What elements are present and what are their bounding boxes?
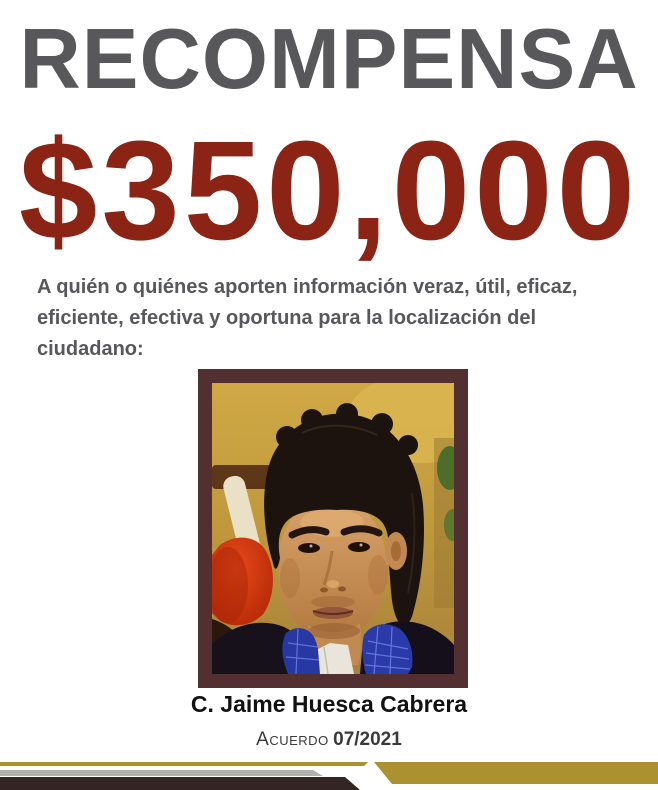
description-line-2: eficiente, efectiva y oportuna para la localización del xyxy=(37,307,537,329)
bottom-brown-stripe xyxy=(0,777,360,790)
reward-amount: $350,000 xyxy=(18,111,640,269)
reward-description xyxy=(37,272,637,365)
agreement-number: 07/2021 xyxy=(333,729,402,750)
poster-title: RECOMPENSA xyxy=(19,12,639,107)
bottom-gold-line xyxy=(0,762,368,766)
subject-photo xyxy=(198,369,468,688)
agreement-line xyxy=(0,727,658,754)
bottom-gray-stripe xyxy=(0,770,323,776)
portrait-illustration xyxy=(212,383,454,674)
subject-name: C. Jaime Huesca Cabrera xyxy=(190,691,468,717)
description-line-3: ciudadano: xyxy=(37,338,144,360)
bottom-gold-band xyxy=(374,762,658,784)
description-line-1: A quién o quiénes aporten información veraz, útil, eficaz, xyxy=(37,276,578,298)
agreement-label: Acuerdo xyxy=(256,729,329,750)
